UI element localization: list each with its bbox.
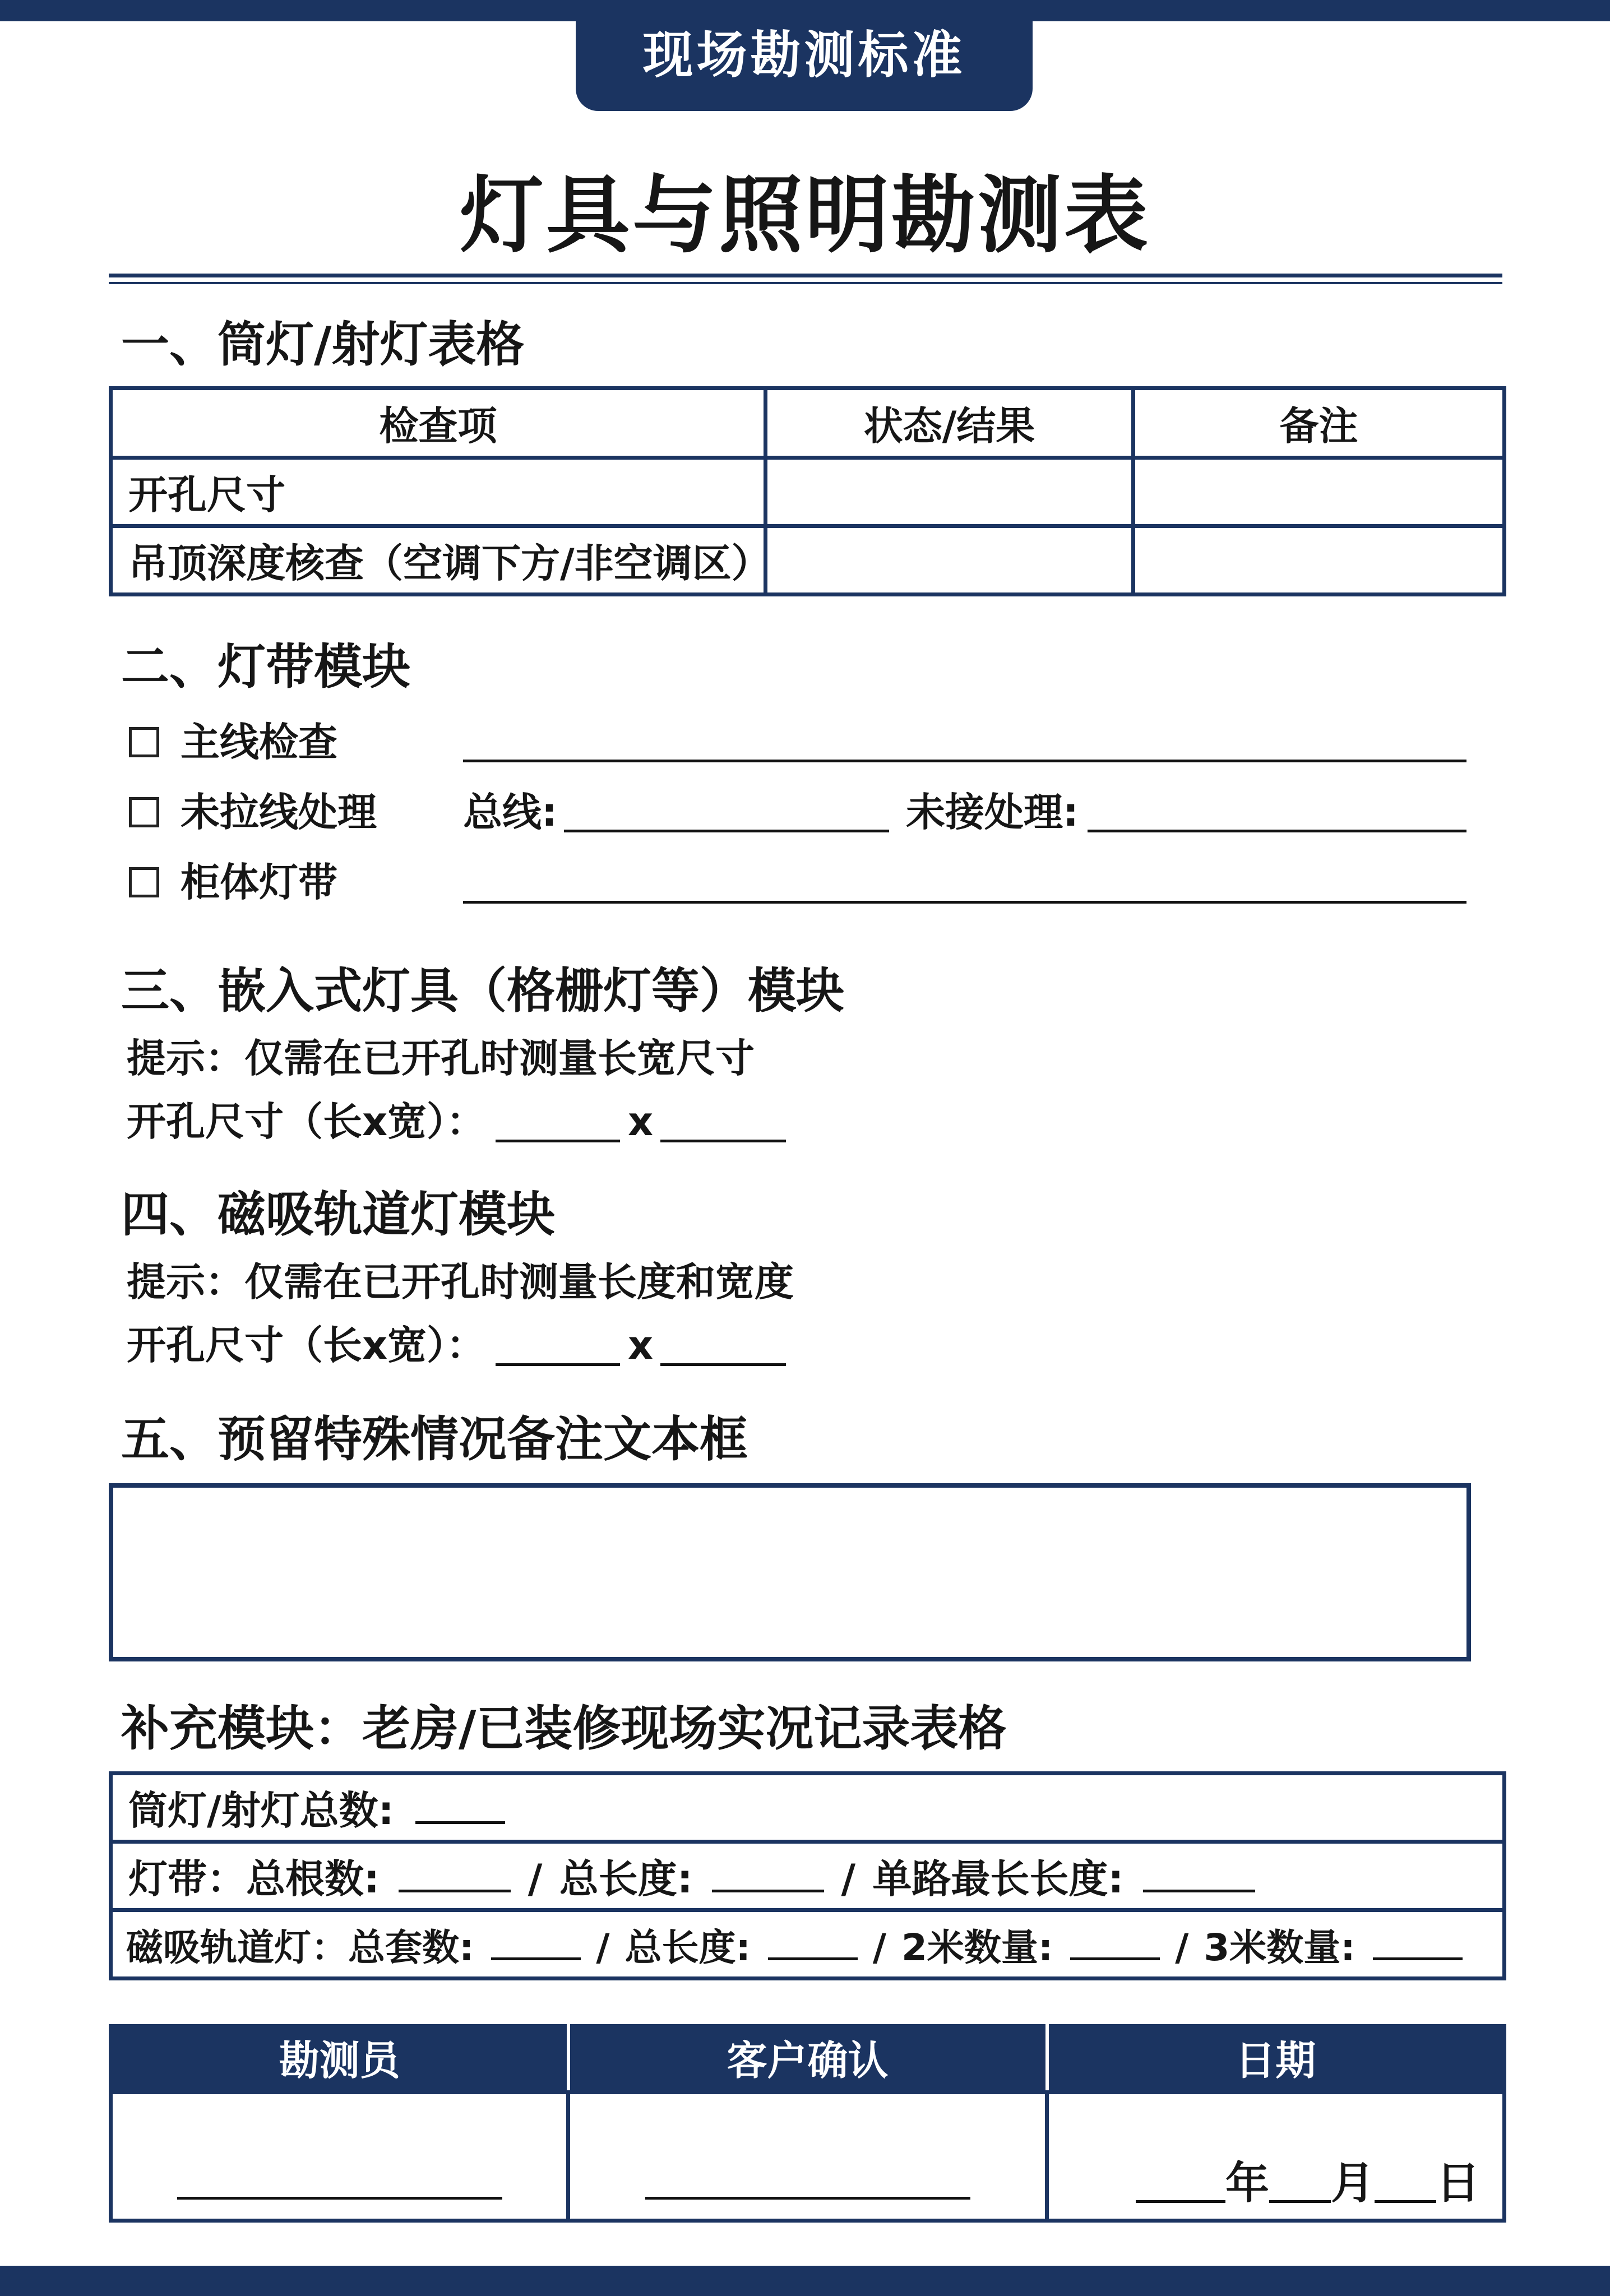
separator: /	[596, 1926, 610, 1969]
title-rule-bottom	[109, 282, 1502, 284]
customer-signature-line[interactable]	[645, 2197, 970, 2200]
track-length-input[interactable]	[768, 1957, 858, 1960]
downlight-table	[109, 386, 1506, 596]
track-set-count-input[interactable]	[491, 1957, 581, 1960]
strip-count-input[interactable]	[399, 1890, 511, 1892]
field-label: 总长度:	[624, 1926, 751, 1969]
hint-text: 提示：仅需在已开孔时测量长宽尺寸	[127, 1035, 755, 1081]
track-2m-count-input[interactable]	[1070, 1957, 1160, 1960]
main-line-input[interactable]	[463, 760, 1466, 762]
separator: /	[872, 1926, 886, 1969]
row-label: 开孔尺寸	[111, 458, 766, 526]
surveyor-signature-line[interactable]	[177, 2197, 502, 2200]
remarks-cell[interactable]	[1134, 526, 1505, 595]
separator: /	[1175, 1926, 1189, 1969]
downlight-total-row	[111, 1774, 1505, 1842]
supplement-table	[109, 1771, 1506, 1980]
day-unit: 日	[1436, 2158, 1480, 2209]
year-unit: 年	[1225, 2158, 1269, 2209]
size-label: 开孔尺寸（长x宽）：	[127, 1099, 486, 1145]
table-row	[111, 1842, 1505, 1910]
special-notes-textbox[interactable]	[109, 1483, 1471, 1661]
field-label: 磁吸轨道灯：总套数:	[126, 1926, 474, 1969]
hint-text: 提示：仅需在已开孔时测量长度和宽度	[127, 1259, 794, 1305]
checkbox-label: 柜体灯带	[181, 859, 337, 905]
section3-heading: 三、嵌入式灯具（格栅灯等）模块	[121, 963, 844, 1019]
remarks-cell[interactable]	[1134, 458, 1505, 526]
customer-signature-cell[interactable]	[568, 2093, 1047, 2221]
column-header-date: 日期	[1047, 2024, 1505, 2093]
field-label: 未接处理:	[906, 789, 1079, 835]
downlight-total-input[interactable]	[415, 1821, 505, 1824]
supplement-heading: 补充模块：老房/已装修现场实况记录表格	[121, 1701, 1007, 1757]
column-header-status: 状态/结果	[766, 388, 1134, 458]
main-bus-input[interactable]	[564, 830, 889, 832]
width-input[interactable]	[660, 1363, 786, 1366]
field-label: 2米数量:	[901, 1926, 1053, 1969]
separator: /	[528, 1856, 543, 1902]
checkbox-main-line[interactable]	[129, 727, 159, 757]
section2-heading: 二、灯带模块	[121, 639, 410, 695]
strip-max-run-input[interactable]	[1143, 1890, 1255, 1892]
light-strip-row	[111, 1842, 1505, 1910]
width-input[interactable]	[660, 1140, 786, 1142]
table-row	[111, 1774, 1505, 1842]
checkbox-unpulled-wire[interactable]	[129, 797, 159, 827]
section5-heading: 五、预留特殊情况备注文本框	[121, 1411, 748, 1468]
table-header-row	[111, 388, 1505, 458]
signature-header-row	[111, 2024, 1505, 2093]
times-sign: x	[628, 1099, 654, 1145]
signature-row	[111, 2093, 1505, 2221]
times-sign: x	[628, 1322, 654, 1368]
status-cell[interactable]	[766, 526, 1134, 595]
field-label: 单路最长长度:	[872, 1856, 1124, 1902]
column-header-remarks: 备注	[1134, 388, 1505, 458]
column-header-check-item: 检查项	[111, 388, 766, 458]
length-input[interactable]	[496, 1363, 620, 1366]
table-row	[111, 526, 1505, 595]
year-input[interactable]	[1136, 2161, 1225, 2203]
status-cell[interactable]	[766, 458, 1134, 526]
checkbox-label: 未拉线处理	[181, 789, 377, 835]
section4-heading: 四、磁吸轨道灯模块	[121, 1187, 555, 1243]
field-label: 筒灯/射灯总数:	[128, 1788, 394, 1834]
checkbox-cabinet-strip[interactable]	[129, 867, 159, 897]
surveyor-signature-cell[interactable]	[111, 2093, 568, 2221]
length-input[interactable]	[496, 1140, 620, 1142]
signature-table	[109, 2024, 1506, 2223]
section1-heading: 一、筒灯/射灯表格	[121, 317, 525, 373]
field-label: 灯带：总根数:	[128, 1856, 380, 1902]
date-field[interactable]	[1136, 2158, 1480, 2209]
separator: /	[841, 1856, 856, 1902]
table-row	[111, 1910, 1505, 1979]
field-label: 总长度:	[559, 1856, 693, 1902]
date-cell[interactable]	[1047, 2093, 1505, 2221]
row-label: 吊顶深度核查（空调下方/非空调区）	[111, 526, 766, 595]
bottom-border	[0, 2266, 1610, 2296]
day-input[interactable]	[1375, 2161, 1436, 2203]
strip-length-input[interactable]	[712, 1890, 824, 1892]
field-label: 总线:	[463, 789, 557, 835]
field-label: 3米数量:	[1204, 1926, 1355, 1969]
title-rule-top	[109, 274, 1502, 277]
checkbox-label: 主线检查	[181, 719, 337, 765]
track-3m-count-input[interactable]	[1373, 1957, 1463, 1960]
document-title: 灯具与照明勘测表	[459, 167, 1150, 265]
month-input[interactable]	[1269, 2161, 1331, 2203]
month-unit: 月	[1330, 2158, 1375, 2209]
header-tab: 现场勘测标准	[576, 0, 1033, 111]
column-header-surveyor: 勘测员	[111, 2024, 568, 2093]
column-header-customer-confirm: 客户确认	[568, 2024, 1047, 2093]
magnetic-track-row	[111, 1910, 1505, 1979]
table-row	[111, 458, 1505, 526]
size-label: 开孔尺寸（长x宽）：	[127, 1322, 486, 1368]
cabinet-strip-input[interactable]	[463, 901, 1466, 904]
unconnected-handling-input[interactable]	[1088, 830, 1466, 832]
